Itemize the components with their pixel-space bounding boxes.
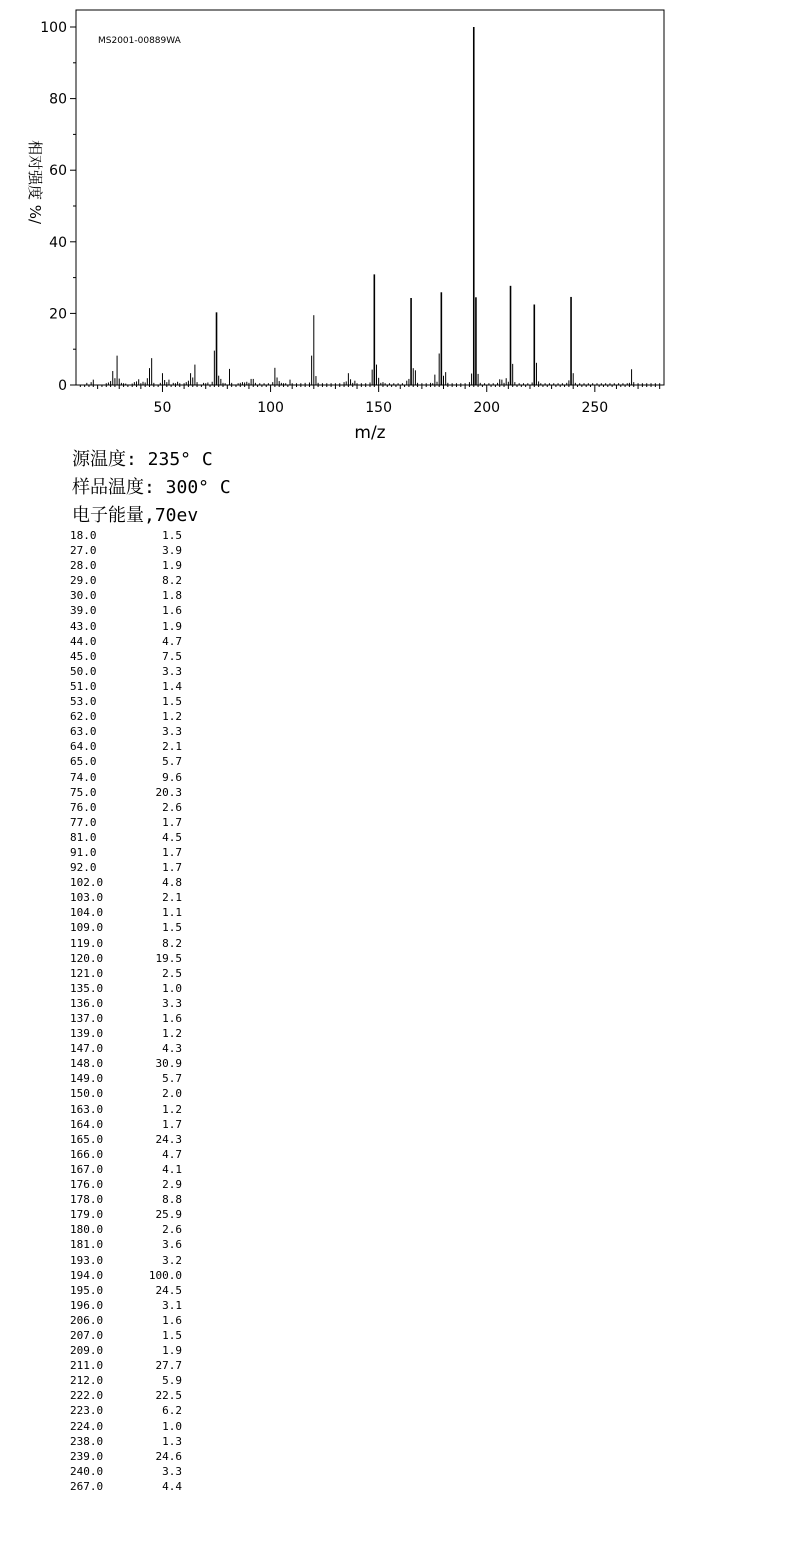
- mass-spectrum-chart: [0, 0, 794, 446]
- table-row: [70, 1388, 210, 1403]
- table-row: [70, 1102, 210, 1117]
- x-axis-label: m/z: [354, 423, 386, 443]
- mz-value: 209.0: [70, 1344, 104, 1358]
- abundance-value: 100.0: [148, 1268, 182, 1282]
- abundance-value: 1.6: [162, 604, 182, 618]
- table-row: [70, 830, 210, 845]
- electron-energy: 电子能量,70ev: [72, 505, 199, 526]
- table-row: [70, 1222, 210, 1237]
- x-tick-label: 250: [581, 400, 609, 416]
- table-row: [70, 951, 210, 966]
- table-row: [70, 573, 210, 588]
- mz-value: 166.0: [70, 1147, 104, 1161]
- mz-value: 240.0: [70, 1464, 104, 1478]
- mz-value: 76.0: [70, 800, 97, 814]
- abundance-value: 4.7: [162, 1147, 182, 1161]
- table-row: [70, 1343, 210, 1358]
- mz-value: 18.0: [70, 529, 97, 542]
- abundance-value: 8.2: [162, 574, 182, 588]
- mz-value: 176.0: [70, 1178, 104, 1192]
- table-row: [70, 1298, 210, 1313]
- table-row: [70, 1117, 210, 1132]
- table-row: [70, 1253, 210, 1268]
- mz-value: 206.0: [70, 1313, 104, 1327]
- table-row: [70, 996, 210, 1011]
- mz-value: 121.0: [70, 966, 104, 980]
- table-row: [70, 634, 210, 649]
- mz-value: 28.0: [70, 559, 97, 573]
- peak-bars: [87, 27, 660, 385]
- abundance-value: 2.6: [162, 800, 182, 814]
- table-row: [70, 1132, 210, 1147]
- mz-value: 136.0: [70, 996, 104, 1010]
- table-row: [70, 815, 210, 830]
- table-row: [70, 1449, 210, 1464]
- abundance-value: 1.5: [162, 1328, 182, 1342]
- abundance-value: 2.6: [162, 1223, 182, 1237]
- abundance-value: 1.7: [162, 845, 182, 859]
- table-row: [70, 588, 210, 603]
- acquisition-conditions: [72, 446, 231, 530]
- abundance-value: 1.7: [162, 815, 182, 829]
- table-row: [70, 739, 210, 754]
- x-tick-label: 100: [257, 400, 284, 416]
- mz-value: 139.0: [70, 1027, 104, 1041]
- table-row: [70, 1071, 210, 1086]
- abundance-value: 2.9: [162, 1178, 182, 1192]
- mz-value: 222.0: [70, 1389, 104, 1403]
- mz-value: 147.0: [70, 1042, 104, 1056]
- y-tick-label: 20: [49, 306, 67, 323]
- table-row: [70, 1147, 210, 1162]
- mz-value: 44.0: [70, 634, 97, 648]
- abundance-value: 3.3: [162, 996, 182, 1010]
- mz-value: 43.0: [70, 619, 97, 633]
- abundance-value: 1.7: [162, 1117, 182, 1131]
- mz-value: 267.0: [70, 1479, 104, 1493]
- mz-value: 75.0: [70, 785, 97, 799]
- mz-value: 104.0: [70, 906, 104, 920]
- abundance-value: 7.5: [162, 649, 182, 663]
- table-row: [70, 603, 210, 618]
- x-axis: [80, 385, 659, 416]
- mz-value: 163.0: [70, 1102, 104, 1116]
- table-row: [70, 1237, 210, 1252]
- table-row: [70, 1358, 210, 1373]
- table-row: [70, 1479, 210, 1494]
- y-tick-label: 40: [49, 234, 67, 251]
- mz-value: 223.0: [70, 1404, 104, 1418]
- abundance-value: 4.7: [162, 634, 182, 648]
- y-axis: [40, 20, 76, 394]
- mz-value: 29.0: [70, 574, 97, 588]
- abundance-value: 1.0: [162, 981, 182, 995]
- abundance-value: 3.6: [162, 1238, 182, 1252]
- mz-value: 180.0: [70, 1223, 104, 1237]
- mz-value: 64.0: [70, 740, 97, 754]
- abundance-value: 2.1: [162, 891, 182, 905]
- mz-value: 195.0: [70, 1283, 104, 1297]
- abundance-value: 9.6: [162, 770, 182, 784]
- sample-temperature: 样品温度: 300° C: [72, 477, 231, 498]
- mz-value: 193.0: [70, 1253, 104, 1267]
- mz-value: 45.0: [70, 649, 97, 663]
- abundance-value: 1.2: [162, 1102, 182, 1116]
- table-row: [70, 543, 210, 558]
- abundance-value: 1.6: [162, 1012, 182, 1025]
- abundance-value: 2.5: [162, 966, 182, 980]
- x-tick-label: 150: [365, 400, 393, 416]
- table-row: [70, 528, 210, 543]
- abundance-value: 3.1: [162, 1298, 182, 1312]
- abundance-value: 24.3: [155, 1132, 182, 1146]
- mz-value: 167.0: [70, 1162, 104, 1176]
- abundance-value: 1.1: [162, 906, 182, 920]
- abundance-value: 5.9: [162, 1374, 182, 1388]
- abundance-value: 25.9: [155, 1208, 182, 1222]
- y-tick-label: 60: [49, 163, 67, 180]
- table-row: [70, 679, 210, 694]
- table-row: [70, 1041, 210, 1056]
- abundance-value: 1.7: [162, 861, 182, 875]
- table-row: [70, 785, 210, 800]
- mz-value: 135.0: [70, 981, 104, 995]
- abundance-value: 1.9: [162, 1344, 182, 1358]
- mz-value: 27.0: [70, 544, 97, 558]
- table-row: [70, 1434, 210, 1449]
- mz-value: 81.0: [70, 830, 97, 844]
- table-row: [70, 1011, 210, 1026]
- mz-value: 137.0: [70, 1012, 104, 1025]
- table-row: [70, 800, 210, 815]
- abundance-value: 2.1: [162, 740, 182, 754]
- table-row: [70, 649, 210, 664]
- source-temperature: 源温度: 235° C: [72, 449, 213, 470]
- y-axis-label: 相对强度 %/: [26, 139, 44, 225]
- table-row: [70, 1373, 210, 1388]
- table-row: [70, 1162, 210, 1177]
- abundance-value: 1.2: [162, 710, 182, 724]
- mz-value: 120.0: [70, 951, 104, 965]
- mz-value: 179.0: [70, 1208, 104, 1222]
- mz-value: 150.0: [70, 1087, 104, 1101]
- mz-value: 63.0: [70, 725, 97, 739]
- abundance-value: 2.0: [162, 1087, 182, 1101]
- table-row: [70, 890, 210, 905]
- table-row: [70, 1192, 210, 1207]
- abundance-value: 19.5: [155, 951, 182, 965]
- abundance-value: 24.5: [155, 1283, 182, 1297]
- mz-value: 178.0: [70, 1193, 104, 1207]
- abundance-value: 4.5: [162, 830, 182, 844]
- mz-value: 102.0: [70, 876, 104, 890]
- abundance-value: 8.8: [162, 1193, 182, 1207]
- abundance-value: 5.7: [162, 1072, 182, 1086]
- x-tick-label: 200: [473, 400, 501, 416]
- table-row: [70, 558, 210, 573]
- mz-value: 119.0: [70, 936, 104, 950]
- abundance-value: 1.9: [162, 559, 182, 573]
- table-row: [70, 1026, 210, 1041]
- table-row: [70, 1419, 210, 1434]
- abundance-value: 1.8: [162, 589, 182, 603]
- abundance-value: 1.5: [162, 695, 182, 709]
- table-row: [70, 694, 210, 709]
- table-row: [70, 905, 210, 920]
- abundance-value: 4.3: [162, 1042, 182, 1056]
- table-row: [70, 936, 210, 951]
- abundance-value: 1.3: [162, 1434, 182, 1448]
- abundance-value: 6.2: [162, 1404, 182, 1418]
- table-row: [70, 1056, 210, 1071]
- mz-value: 65.0: [70, 755, 97, 769]
- abundance-value: 3.3: [162, 664, 182, 678]
- mz-value: 91.0: [70, 845, 97, 859]
- abundance-value: 1.9: [162, 619, 182, 633]
- mz-value: 224.0: [70, 1419, 104, 1433]
- mz-value: 77.0: [70, 815, 97, 829]
- table-row: [70, 709, 210, 724]
- abundance-value: 1.4: [162, 679, 182, 693]
- mz-value: 74.0: [70, 770, 97, 784]
- mz-value: 92.0: [70, 861, 97, 875]
- mz-value: 196.0: [70, 1298, 104, 1312]
- table-row: [70, 981, 210, 996]
- mz-value: 39.0: [70, 604, 97, 618]
- abundance-value: 1.6: [162, 1313, 182, 1327]
- abundance-value: 4.8: [162, 876, 182, 890]
- y-tick-label: 80: [49, 91, 67, 108]
- abundance-value: 1.5: [162, 921, 182, 935]
- abundance-value: 3.9: [162, 544, 182, 558]
- mz-value: 51.0: [70, 679, 97, 693]
- abundance-value: 3.3: [162, 725, 182, 739]
- abundance-value: 1.5: [162, 529, 182, 542]
- table-row: [70, 770, 210, 785]
- mz-value: 207.0: [70, 1328, 104, 1342]
- spectrum-id-annotation: MS2001-00889WA: [98, 36, 181, 46]
- table-row: [70, 920, 210, 935]
- table-row: [70, 1313, 210, 1328]
- abundance-value: 22.5: [155, 1389, 182, 1403]
- table-row: [70, 1403, 210, 1418]
- table-row: [70, 619, 210, 634]
- abundance-value: 3.3: [162, 1464, 182, 1478]
- abundance-value: 1.2: [162, 1027, 182, 1041]
- table-row: [70, 664, 210, 679]
- mz-value: 212.0: [70, 1374, 104, 1388]
- table-row: [70, 1086, 210, 1101]
- mz-value: 30.0: [70, 589, 97, 603]
- mz-value: 194.0: [70, 1268, 104, 1282]
- abundance-value: 24.6: [155, 1449, 182, 1463]
- peak-list-table: [70, 528, 210, 1494]
- x-tick-label: 50: [153, 400, 172, 416]
- abundance-value: 3.2: [162, 1253, 182, 1267]
- mz-value: 164.0: [70, 1117, 104, 1131]
- table-row: [70, 754, 210, 769]
- mz-value: 53.0: [70, 695, 97, 709]
- table-row: [70, 860, 210, 875]
- y-tick-label: 0: [58, 378, 67, 394]
- abundance-value: 5.7: [162, 755, 182, 769]
- y-tick-label: 100: [40, 20, 67, 36]
- mz-value: 239.0: [70, 1449, 104, 1463]
- abundance-value: 4.4: [162, 1479, 182, 1493]
- abundance-value: 30.9: [155, 1057, 182, 1071]
- mz-value: 62.0: [70, 710, 97, 724]
- abundance-value: 8.2: [162, 936, 182, 950]
- table-row: [70, 1328, 210, 1343]
- mz-value: 103.0: [70, 891, 104, 905]
- abundance-value: 1.0: [162, 1419, 182, 1433]
- abundance-value: 27.7: [155, 1359, 182, 1373]
- mz-value: 238.0: [70, 1434, 104, 1448]
- table-row: [70, 875, 210, 890]
- table-row: [70, 1283, 210, 1298]
- abundance-value: 20.3: [155, 785, 182, 799]
- mz-value: 211.0: [70, 1359, 104, 1373]
- mz-value: 165.0: [70, 1132, 104, 1146]
- plot-frame: [76, 10, 664, 385]
- table-row: [70, 1464, 210, 1479]
- table-row: [70, 1177, 210, 1192]
- mz-value: 109.0: [70, 921, 104, 935]
- abundance-value: 4.1: [162, 1162, 182, 1176]
- mz-value: 149.0: [70, 1072, 104, 1086]
- table-row: [70, 1268, 210, 1283]
- table-row: [70, 724, 210, 739]
- mz-value: 50.0: [70, 664, 97, 678]
- mz-value: 148.0: [70, 1057, 104, 1071]
- table-row: [70, 966, 210, 981]
- table-row: [70, 1207, 210, 1222]
- mz-value: 181.0: [70, 1238, 104, 1252]
- table-row: [70, 845, 210, 860]
